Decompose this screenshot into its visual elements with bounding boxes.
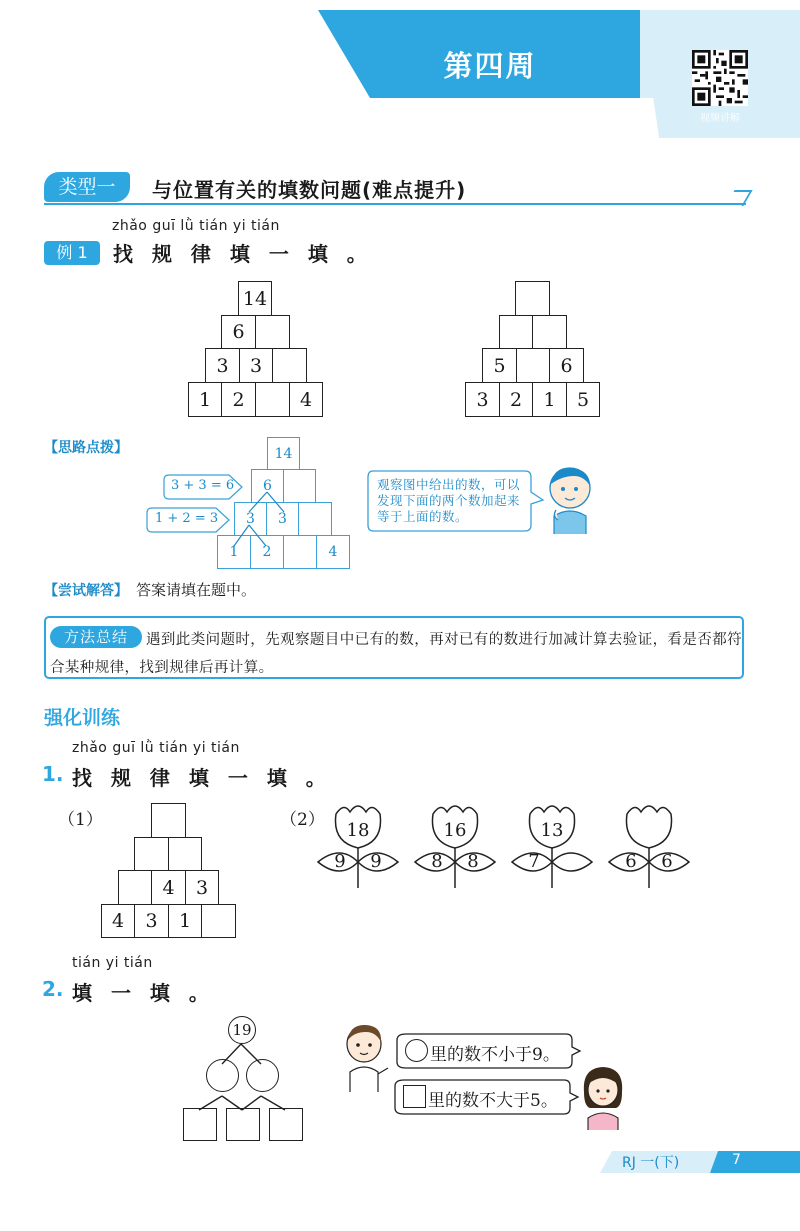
pyramid-cell: 6 (221, 315, 256, 349)
q1-number: 1. (42, 762, 64, 786)
pyramid-cell: 3 (465, 382, 500, 417)
callout-text: 1 + 2 = 3 (155, 511, 219, 526)
flower-top: 18 (346, 820, 370, 841)
q1-part1-label: （1） (58, 810, 103, 830)
flower-right: 8 (467, 851, 479, 872)
hint-speech-bubble (367, 470, 533, 532)
pyramid-cell: 2 (499, 382, 533, 417)
q2-question: 填 一 填 。 (72, 981, 215, 1005)
pyramid-cell[interactable] (134, 837, 169, 871)
pyramid-cell: 2 (221, 382, 256, 417)
attempt-text: 答案请填在题中。 (136, 581, 257, 599)
method-text: 遇到此类问题时，先观察题目中已有的数，再对已有的数进行加减计算去验证，看是否都符合某种规律，找到规律后再计算。 (50, 632, 742, 676)
tree-top-circle (228, 1016, 256, 1044)
bubble-text: 里的数不小于9。 (430, 1045, 560, 1065)
practice-heading: 强化训练 (44, 707, 121, 729)
example-pinyin: zhǎo guī lǜ tián yi tián (112, 218, 280, 234)
flower-left: 8 (431, 851, 443, 872)
girl-illustration-icon (578, 1064, 628, 1130)
square-symbol-icon (403, 1085, 426, 1108)
page-number: 7 (732, 1152, 741, 1168)
flower-left: 9 (334, 851, 346, 872)
flower-right: 6 (661, 851, 673, 872)
flower-left: 7 (528, 851, 540, 872)
method-badge: 方法总结 (50, 626, 142, 648)
flower (508, 800, 596, 890)
pyramid-cell: 4 (101, 904, 135, 938)
qr-caption: 视频讲解 (700, 113, 740, 124)
pyramid-cell[interactable] (118, 870, 152, 905)
pyramid-cell[interactable] (201, 904, 236, 938)
pyramid-cell: 3 (134, 904, 169, 938)
pyramid-cell: 4 (289, 382, 323, 417)
pyramid-cell: 3 (239, 348, 273, 383)
pyramid-cell: 1 (168, 904, 202, 938)
bubble-square-rule (394, 1079, 580, 1115)
circle-symbol-icon (405, 1039, 428, 1062)
tree-square[interactable] (226, 1108, 260, 1141)
flower-right: 9 (370, 851, 382, 872)
example-question: 找 规 律 填 一 填 。 (113, 242, 373, 266)
q1-question: 找 规 律 填 一 填 。 (72, 766, 332, 790)
tree-top-value: 19 (232, 1021, 252, 1039)
boy-illustration-icon (540, 464, 596, 534)
hint-cell: 14 (267, 437, 300, 470)
pyramid-cell: 14 (238, 281, 272, 316)
pyramid-cell: 5 (566, 382, 600, 417)
speech-text: 观察图中给出的数，可以发现下面的两个数加起来等于上面的数。 (377, 477, 521, 524)
flower (314, 800, 402, 890)
section-badge: 类型一 (44, 172, 130, 202)
q1-part2-label: （2） (280, 810, 325, 830)
bubble-circle-rule (396, 1033, 582, 1069)
tree-square[interactable] (183, 1108, 217, 1141)
hint-callout-bottom (146, 507, 230, 533)
hint-cell: 2 (250, 535, 284, 569)
callout-text: 3 + 3 = 6 (171, 478, 235, 493)
section-title: 与位置有关的填数问题(难点提升) (152, 178, 467, 202)
tree-circle[interactable] (246, 1059, 279, 1092)
q2-pinyin: tián yi tián (72, 955, 153, 971)
pyramid-cell: 4 (151, 870, 186, 905)
boy-illustration-icon (340, 1022, 392, 1092)
flower-left: 6 (625, 851, 637, 872)
flower-top: 13 (540, 820, 564, 841)
pyramid-cell: 3 (205, 348, 240, 383)
q1-pinyin: zhǎo guī lǜ tián yi tián (72, 740, 240, 756)
flower-top: 16 (443, 820, 467, 841)
bubble-text: 里的数不大于5。 (428, 1091, 558, 1111)
pyramid-cell: 5 (482, 348, 517, 383)
example-badge: 例 1 (44, 241, 100, 265)
hint-label: 【思路点拨】 (44, 440, 128, 456)
tree-circle[interactable] (206, 1059, 239, 1092)
pyramid-cell: 6 (549, 348, 584, 383)
pyramid-cell: 1 (188, 382, 222, 417)
pyramid-cell: 1 (532, 382, 567, 417)
attempt-label: 【尝试解答】 (44, 583, 128, 599)
pyramid-cell[interactable] (168, 837, 202, 871)
hint-cell: 3 (266, 502, 299, 536)
flower (411, 800, 499, 890)
hint-cell: 6 (251, 469, 284, 503)
footer-label: RJ 一(下) (622, 1155, 680, 1171)
q2-number: 2. (42, 977, 64, 1001)
flower (605, 800, 693, 890)
tree-square[interactable] (269, 1108, 303, 1141)
hint-callout-top (163, 474, 243, 500)
week-title: 第四周 (443, 49, 537, 83)
hint-cell: 3 (234, 502, 267, 536)
hint-cell: 1 (217, 535, 251, 569)
pyramid-cell: 3 (185, 870, 219, 905)
pyramid-cell[interactable] (151, 803, 186, 838)
hint-cell: 4 (316, 535, 350, 569)
